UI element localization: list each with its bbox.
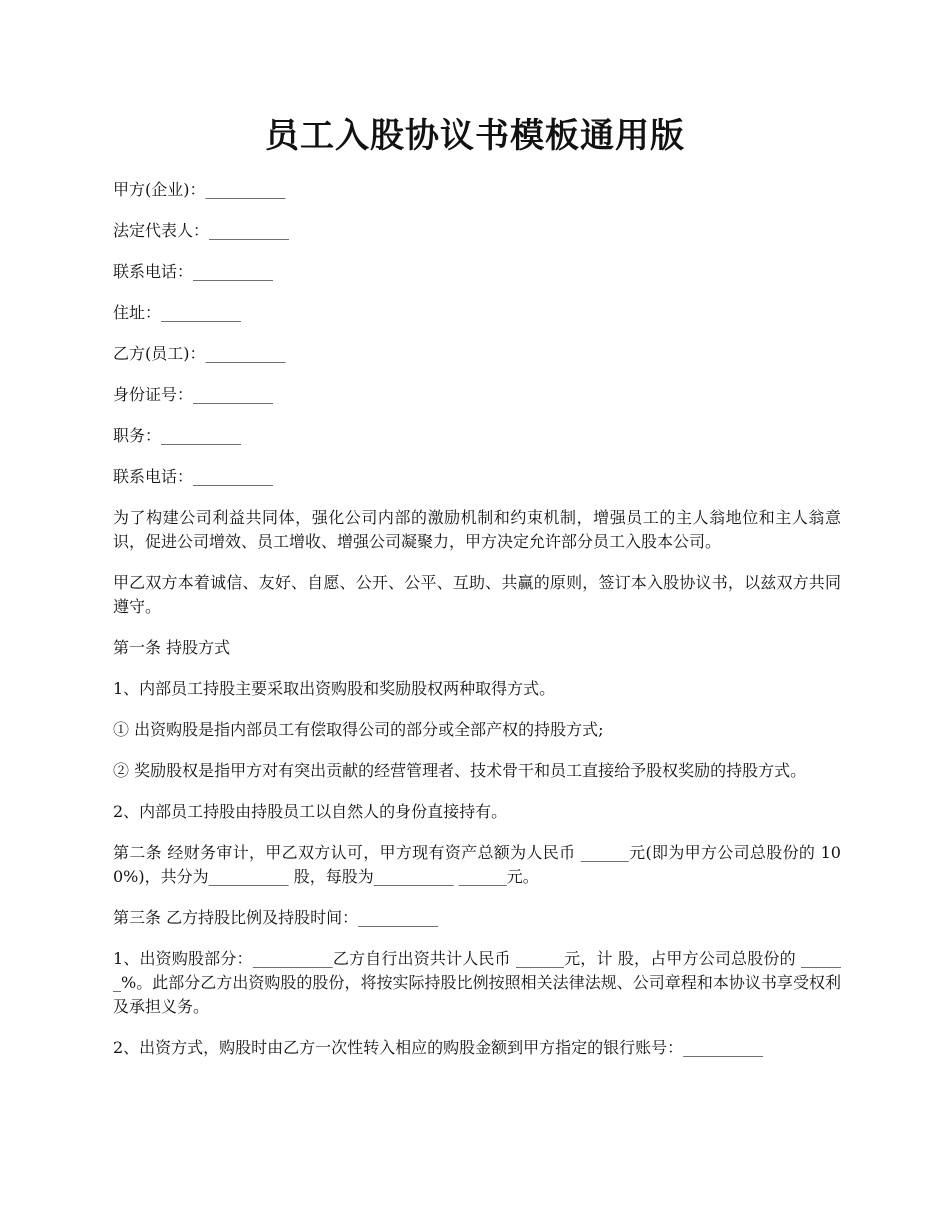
article-3-item-2: 2、出资方式，购股时由乙方一次性转入相应的购股金额到甲方指定的银行账号：__________ xyxy=(113,1038,764,1057)
document-title: 员工入股协议书模板通用版 xyxy=(265,116,685,156)
party-a-enterprise-line: 甲方(企业)：__________ xyxy=(113,180,286,199)
article-1-item-1: 1、内部员工持股主要采取出资购股和奖励股权两种取得方式。 xyxy=(113,679,556,698)
party-b-phone-line: 联系电话：__________ xyxy=(113,467,274,486)
party-a-phone-line: 联系电话：__________ xyxy=(113,262,274,281)
principles-paragraph: 甲乙双方本着诚信、友好、自愿、公开、公平、互助、共赢的原则，签订本入股协议书，以兹双方共同遵守。 xyxy=(113,573,841,616)
article-1-item-2: 2、内部员工持股由持股员工以自然人的身份直接持有。 xyxy=(113,802,508,821)
party-b-employee-line: 乙方(员工)：__________ xyxy=(113,344,286,363)
legal-representative-line: 法定代表人：__________ xyxy=(113,221,290,240)
article-3-heading: 第三条 乙方持股比例及持股时间：__________ xyxy=(113,908,439,927)
document-body xyxy=(113,178,841,1077)
article-1-heading: 第一条 持股方式 xyxy=(113,638,231,657)
article-2-paragraph: 第二条 经财务审计，甲乙双方认可，甲方现有资产总额为人民币 ______元(即为甲方公司总股份的 100%)，共分为__________ 股，每股为__________ ______元。 xyxy=(113,843,841,886)
position-line: 职务：__________ xyxy=(113,426,242,445)
article-1-purchase-definition: ① 出资购股是指内部员工有偿取得公司的部分或全部产权的持股方式; xyxy=(113,720,604,739)
article-1-reward-definition: ② 奖励股权是指甲方对有突出贡献的经营管理者、技术骨干和员工直接给予股权奖励的持股方式。 xyxy=(113,761,807,780)
id-number-line: 身份证号：__________ xyxy=(113,385,274,404)
party-a-address-line: 住址：__________ xyxy=(113,303,242,322)
article-3-item-1: 1、出资购股部分：__________乙方自行出资共计人民币 ______元，计 股，占甲方公司总股份的 ______%。此部分乙方出资购股的股份，将按实际持股比例按照相关法律法规、公司章程和本协议书享受权利及承担义务。 xyxy=(113,949,841,1016)
intro-paragraph: 为了构建公司利益共同体，强化公司内部的激励机制和约束机制，增强员工的主人翁地位和主人翁意识，促进公司增效、员工增收、增强公司凝聚力，甲方决定允许部分员工入股本公司。 xyxy=(113,508,841,551)
